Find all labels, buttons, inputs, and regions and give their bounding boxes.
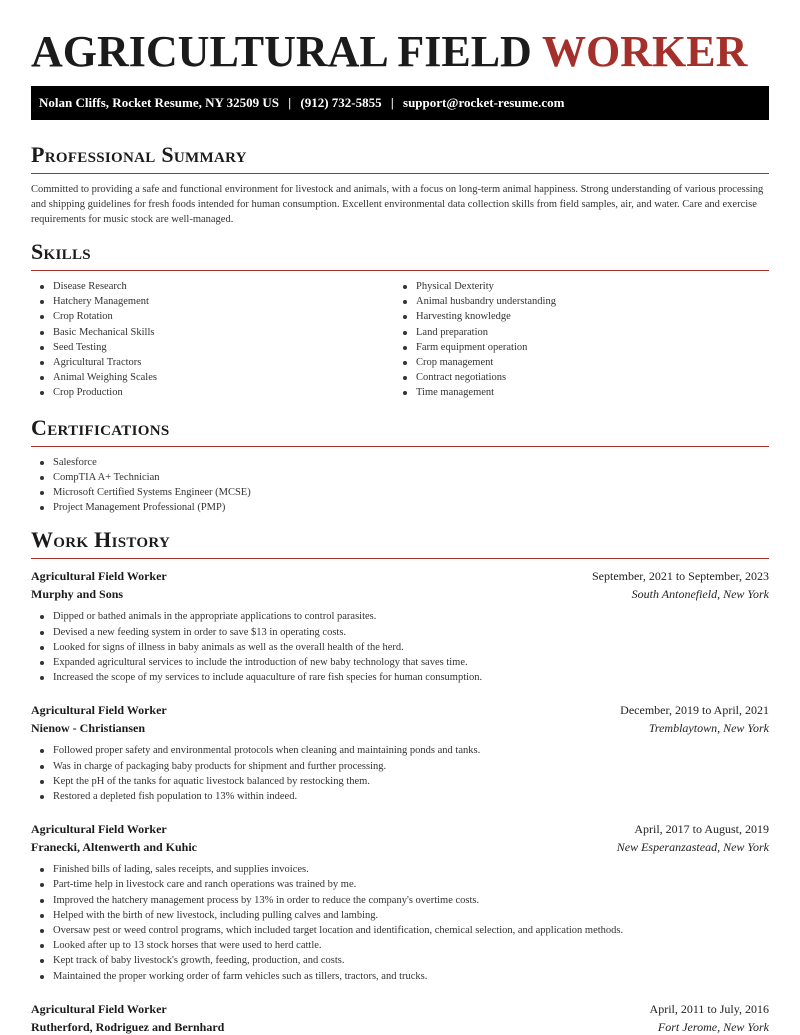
list-item: Looked after up to 13 stock horses that were used to herd cattle. bbox=[31, 938, 769, 953]
list-item: Kept track of baby livestock's growth, feeding, production, and costs. bbox=[31, 953, 769, 968]
list-item: Time management bbox=[394, 385, 757, 400]
section-divider bbox=[31, 173, 769, 174]
summary-text: Committed to providing a safe and functional environment for livestock and animals, with a focus on long-term animal happiness. Strong understanding of various processing and shipping guidelines for fresh foods intended for human consumption. Excellent environmental data collection skills from field samples, air, and water. Care and exercise requirements for music stock are well-managed. bbox=[31, 184, 764, 225]
job-title: Agricultural Field Worker bbox=[31, 703, 167, 718]
list-item: Contract negotiations bbox=[394, 370, 757, 385]
list-item: Agricultural Tractors bbox=[31, 355, 394, 370]
work-history-list bbox=[31, 567, 769, 1035]
section-divider bbox=[31, 558, 769, 559]
section-divider bbox=[31, 446, 769, 447]
job-entry bbox=[31, 820, 769, 984]
job-location: New Esperanzastead, New York bbox=[616, 840, 769, 855]
job-title-row bbox=[31, 820, 769, 838]
list-item: Helped with the birth of new livestock, including pulling calves and lambing. bbox=[31, 908, 769, 923]
job-location: South Antonefield, New York bbox=[631, 587, 769, 602]
job-title-row bbox=[31, 567, 769, 585]
certifications-heading: Certifications bbox=[31, 414, 170, 440]
list-item: Restored a depleted fish population to 13% within indeed. bbox=[31, 789, 769, 804]
resume-page bbox=[31, 0, 769, 1035]
job-location: Fort Jerome, New York bbox=[657, 1019, 769, 1034]
list-item: Followed proper safety and environmental protocols when cleaning and maintaining ponds and tanks. bbox=[31, 743, 769, 758]
list-item: Crop Production bbox=[31, 385, 394, 400]
list-item: Basic Mechanical Skills bbox=[31, 325, 394, 340]
skills-right-column bbox=[394, 279, 757, 401]
list-item: Oversaw pest or weed control programs, which included target location and identification, chemical selection, and application methods. bbox=[31, 923, 769, 938]
certifications-list bbox=[31, 455, 769, 516]
contact-separator: | bbox=[288, 95, 292, 110]
list-item: Expanded agricultural services to include the introduction of new baby technology that saves time. bbox=[31, 655, 769, 670]
name-accent: WORKER bbox=[542, 27, 748, 76]
list-item: Disease Research bbox=[31, 279, 394, 294]
job-dates: December, 2019 to April, 2021 bbox=[620, 703, 769, 718]
contact-address: Nolan Cliffs, Rocket Resume, NY 32509 US bbox=[39, 95, 280, 110]
job-title: Agricultural Field Worker bbox=[31, 1001, 167, 1016]
list-item: Microsoft Certified Systems Engineer (MCSE) bbox=[31, 485, 769, 500]
job-bullets bbox=[31, 862, 769, 984]
job-entry bbox=[31, 701, 769, 804]
contact-separator: | bbox=[390, 95, 394, 110]
list-item: Physical Dexterity bbox=[394, 279, 757, 294]
job-company-row bbox=[31, 1018, 769, 1035]
list-item: Hatchery Management bbox=[31, 294, 394, 309]
contact-email: support@rocket-resume.com bbox=[403, 95, 565, 110]
job-company: Franecki, Altenwerth and Kuhic bbox=[31, 840, 198, 855]
job-bullets bbox=[31, 609, 769, 685]
list-item: CompTIA A+ Technician bbox=[31, 470, 769, 485]
list-item: Crop management bbox=[394, 355, 757, 370]
skills-left-column bbox=[31, 279, 394, 401]
contact-bar bbox=[31, 86, 769, 120]
list-item: Looked for signs of illness in baby animals as well as the overall health of the herd. bbox=[31, 640, 769, 655]
summary-heading: Professional Summary bbox=[31, 142, 247, 167]
list-item: Part-time help in livestock care and ranch operations was trained by me. bbox=[31, 877, 769, 892]
section-divider bbox=[31, 270, 769, 271]
list-item: Kept the pH of the tanks for aquatic livestock balanced by restocking them. bbox=[31, 774, 769, 789]
list-item: Increased the scope of my services to include aquaculture of rare fish species for human consumption. bbox=[31, 670, 769, 685]
job-company: Nienow - Christiansen bbox=[31, 721, 146, 736]
list-item: Improved the hatchery management process by 13% in order to reduce the company's overtime costs. bbox=[31, 893, 769, 908]
job-title: Agricultural Field Worker bbox=[31, 822, 167, 837]
skills-heading: Skills bbox=[31, 239, 91, 264]
job-dates: September, 2021 to September, 2023 bbox=[591, 569, 769, 584]
list-item: Maintained the proper working order of farm vehicles such as tillers, tractors, and trucks. bbox=[31, 969, 769, 984]
job-company: Murphy and Sons bbox=[31, 587, 124, 602]
work-history-heading: Work History bbox=[31, 527, 171, 553]
list-item: Dipped or bathed animals in the appropriate applications to control parasites. bbox=[31, 609, 769, 624]
job-dates: April, 2011 to July, 2016 bbox=[649, 1001, 769, 1016]
list-item: Crop Rotation bbox=[31, 309, 394, 324]
contact-phone: (912) 732-5855 bbox=[300, 95, 382, 110]
list-item: Devised a new feeding system in order to save $13 in operating costs. bbox=[31, 625, 769, 640]
job-location: Tremblaytown, New York bbox=[648, 721, 769, 736]
list-item: Animal Weighing Scales bbox=[31, 370, 394, 385]
name-main: AGRICULTURAL FIELD bbox=[31, 27, 532, 76]
job-title: Agricultural Field Worker bbox=[31, 569, 167, 584]
list-item: Animal husbandry understanding bbox=[394, 294, 757, 309]
job-entry bbox=[31, 1000, 769, 1035]
job-company-row bbox=[31, 585, 769, 603]
list-item: Project Management Professional (PMP) bbox=[31, 500, 769, 515]
skills-grid bbox=[31, 279, 769, 401]
job-company: Rutherford, Rodriguez and Bernhard bbox=[31, 1019, 225, 1034]
list-item: Harvesting knowledge bbox=[394, 309, 757, 324]
list-item: Was in charge of packaging baby products for shipment and further processing. bbox=[31, 759, 769, 774]
list-item: Land preparation bbox=[394, 325, 757, 340]
job-bullets bbox=[31, 743, 769, 804]
job-title-row bbox=[31, 1000, 769, 1018]
list-item: Farm equipment operation bbox=[394, 340, 757, 355]
list-item: Salesforce bbox=[31, 455, 769, 470]
list-item: Finished bills of lading, sales receipts, and supplies invoices. bbox=[31, 862, 769, 877]
job-entry bbox=[31, 567, 769, 685]
job-title-row bbox=[31, 701, 769, 719]
job-company-row bbox=[31, 838, 769, 856]
list-item: Seed Testing bbox=[31, 340, 394, 355]
job-company-row bbox=[31, 719, 769, 737]
resume-name bbox=[31, 28, 769, 76]
job-dates: April, 2017 to August, 2019 bbox=[634, 822, 769, 837]
